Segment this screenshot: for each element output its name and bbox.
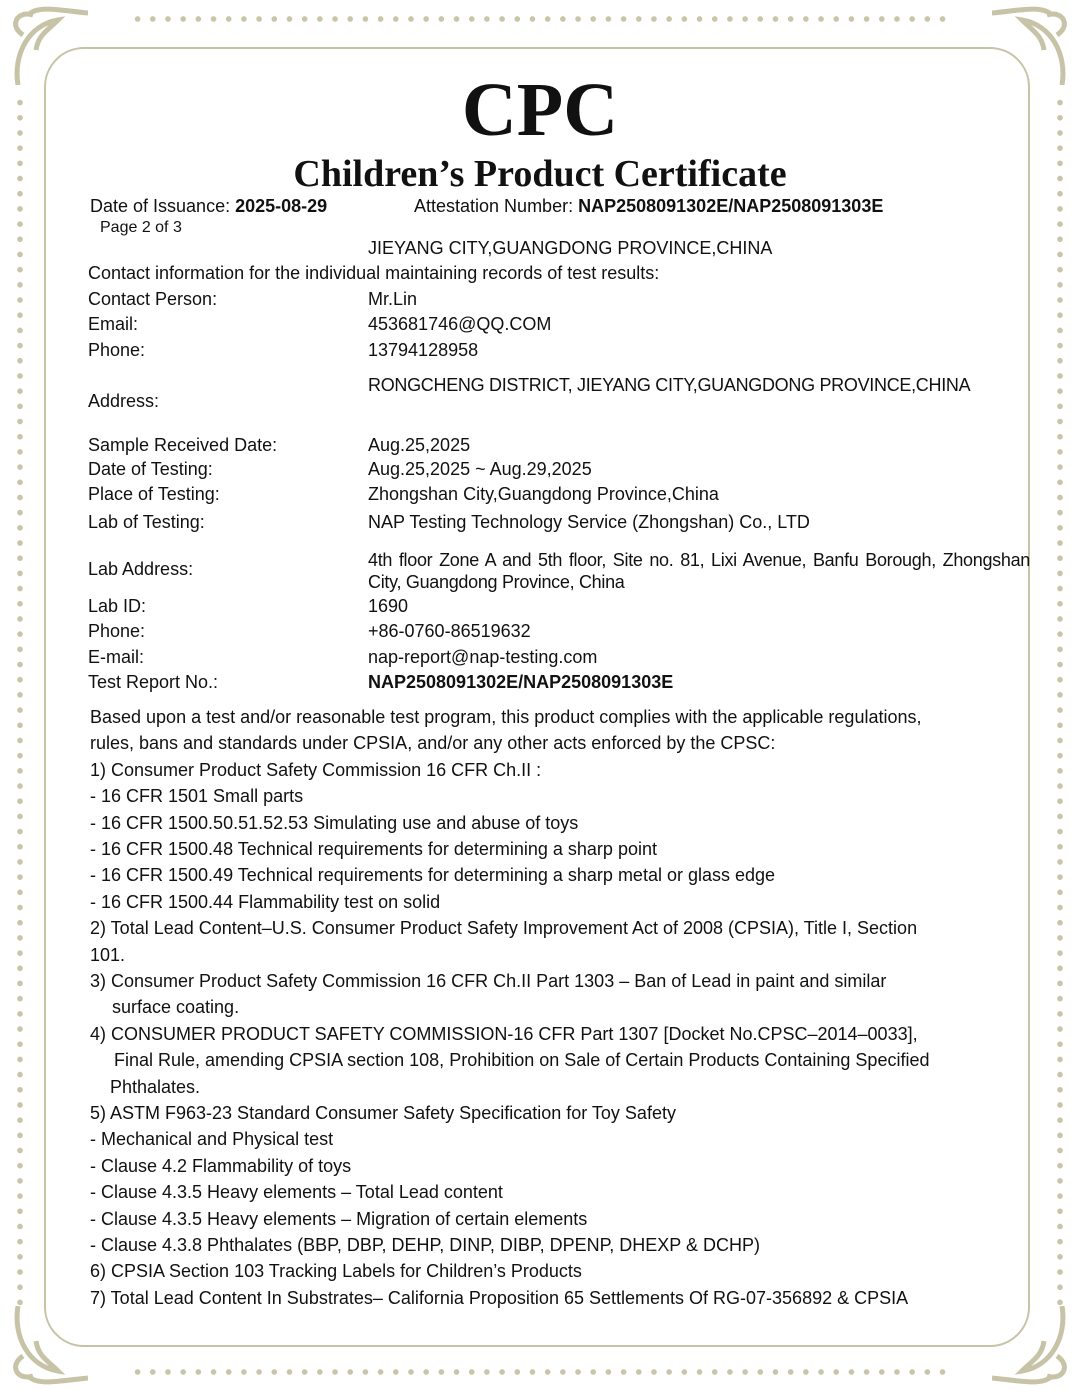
compliance-line: - 16 CFR 1501 Small parts (90, 786, 304, 807)
compliance-line: - Mechanical and Physical test (90, 1129, 334, 1150)
field-label: Test Report No.: (88, 672, 219, 692)
field-value: 1690 (368, 596, 409, 616)
field-row (88, 434, 1030, 458)
compliance-line: - Clause 4.3.8 Phthalates (BBP, DBP, DEHP, DINP, DIBP, DPENP, DHEXP & DCHP) (90, 1235, 760, 1255)
field-label: Lab of Testing: (88, 512, 205, 532)
field-row (88, 511, 1030, 549)
field-row (88, 458, 1030, 483)
field-row (88, 374, 1030, 434)
compliance-line: - Clause 4.3.5 Heavy elements – Migration of certain elements (90, 1208, 588, 1229)
field-row (88, 483, 1030, 511)
compliance-line: 4) CONSUMER PRODUCT SAFETY COMMISSION-16 CFR Part 1307 [Docket No.CPSC–2014–0033], (90, 1023, 918, 1044)
issuance-value: 2025-08-29 (235, 196, 328, 216)
dotted-border-left (16, 95, 24, 1305)
document-subtitle: Children’s Product Certificate (293, 153, 787, 195)
document-title: CPC (461, 68, 619, 152)
ornament-corner-icon (8, 1306, 88, 1386)
field-label: Sample Received Date: (88, 435, 278, 455)
field-value: 13794128958 (368, 340, 479, 360)
compliance-line: - Clause 4.3.5 Heavy elements – Total Lead content (90, 1182, 503, 1203)
field-row (88, 339, 1030, 374)
compliance-line: surface coating. (112, 997, 240, 1018)
field-label: Date of Testing: (88, 459, 213, 479)
field-row (88, 549, 1030, 595)
field-value: Zhongshan City,Guangdong Province,China (368, 484, 719, 504)
compliance-line: - 16 CFR 1500.49 Technical requirements for determining a sharp metal or glass edge (90, 865, 776, 886)
field-row (88, 620, 1030, 646)
field-value: NAP Testing Technology Service (Zhongshan) Co., LTD (368, 512, 810, 532)
attestation-label: Attestation Number: (414, 196, 574, 216)
issuance-date (90, 195, 327, 217)
field-row (88, 288, 1030, 313)
compliance-line: Final Rule, amending CPSIA section 108, Prohibition on Sale of Certain Products Containing Specified (114, 1050, 930, 1071)
field-label: Phone: (88, 621, 146, 641)
field-value: Mr.Lin (368, 289, 418, 309)
field-label: Lab ID: (88, 596, 147, 616)
field-value: Aug.25,2025 (368, 435, 471, 455)
field-row (88, 646, 1030, 671)
dotted-border-bottom (130, 1368, 950, 1376)
field-value: RONGCHENG DISTRICT, JIEYANG CITY,GUANGDONG PROVINCE,CHINA (368, 375, 971, 395)
compliance-line: - 16 CFR 1500.48 Technical requirements for determining a sharp point (90, 839, 657, 859)
compliance-line: Based upon a test and/or reasonable test program, this product complies with the applicable regulations, (90, 707, 922, 727)
field-value: +86-0760-86519632 (368, 621, 531, 641)
compliance-line: 101. (90, 944, 126, 965)
contact-and-lab-fields (88, 288, 1030, 696)
field-value: 4th floor Zone A and 5th floor, Site no. 81, Lixi Avenue, Banfu Borough, Zhongshan City, Guangdong Province, China (368, 550, 1030, 592)
compliance-line: 6) CPSIA Section 103 Tracking Labels for Children’s Products (90, 1261, 582, 1282)
address-continuation: JIEYANG CITY,GUANGDONG PROVINCE,CHINA (368, 238, 773, 258)
attestation-number (414, 195, 883, 217)
field-label: Lab Address: (88, 559, 194, 579)
field-row (88, 595, 1030, 620)
compliance-line: - 16 CFR 1500.50.51.52.53 Simulating use and abuse of toys (90, 812, 579, 833)
ornament-corner-icon (992, 1306, 1072, 1386)
field-label: Phone: (88, 340, 146, 360)
field-row (88, 671, 1030, 696)
compliance-line: 3) Consumer Product Safety Commission 16 CFR Ch.II Part 1303 – Ban of Lead in paint and similar (90, 971, 887, 991)
field-label: Address: (88, 391, 160, 411)
compliance-line: 7) Total Lead Content In Substrates– California Proposition 65 Settlements Of RG-07-356892 & CPSIA (90, 1287, 909, 1308)
compliance-line: rules, bans and standards under CPSIA, and/or any other acts enforced by the CPSC: (90, 733, 776, 754)
field-label: Email: (88, 314, 139, 334)
compliance-line: - Clause 4.2 Flammability of toys (90, 1155, 352, 1176)
field-label: Place of Testing: (88, 484, 220, 504)
field-value: Aug.25,2025 ~ Aug.29,2025 (368, 459, 592, 479)
attestation-value: NAP2508091302E/NAP2508091303E (578, 196, 884, 216)
compliance-line: 5) ASTM F963-23 Standard Consumer Safety Specification for Toy Safety (90, 1103, 676, 1123)
dotted-border-right (1056, 95, 1064, 1305)
field-label: E-mail: (88, 647, 145, 667)
compliance-line: Phthalates. (110, 1076, 201, 1097)
field-value: 453681746@QQ.COM (368, 314, 552, 334)
field-value: nap-report@nap-testing.com (368, 647, 598, 667)
field-row (88, 313, 1030, 339)
page-number: Page 2 of 3 (100, 219, 182, 236)
field-value: NAP2508091302E/NAP2508091303E (368, 672, 674, 692)
contact-intro: Contact information for the individual maintaining records of test results: (88, 263, 660, 283)
compliance-line: 1) Consumer Product Safety Commission 16 CFR Ch.II : (90, 759, 542, 780)
compliance-line: 2) Total Lead Content–U.S. Consumer Product Safety Improvement Act of 2008 (CPSIA), Title I, Section (90, 918, 918, 939)
dotted-border-top (130, 15, 950, 23)
issuance-label: Date of Issuance: (90, 196, 231, 216)
compliance-line: - 16 CFR 1500.44 Flammability test on solid (90, 891, 441, 912)
field-label: Contact Person: (88, 289, 218, 309)
